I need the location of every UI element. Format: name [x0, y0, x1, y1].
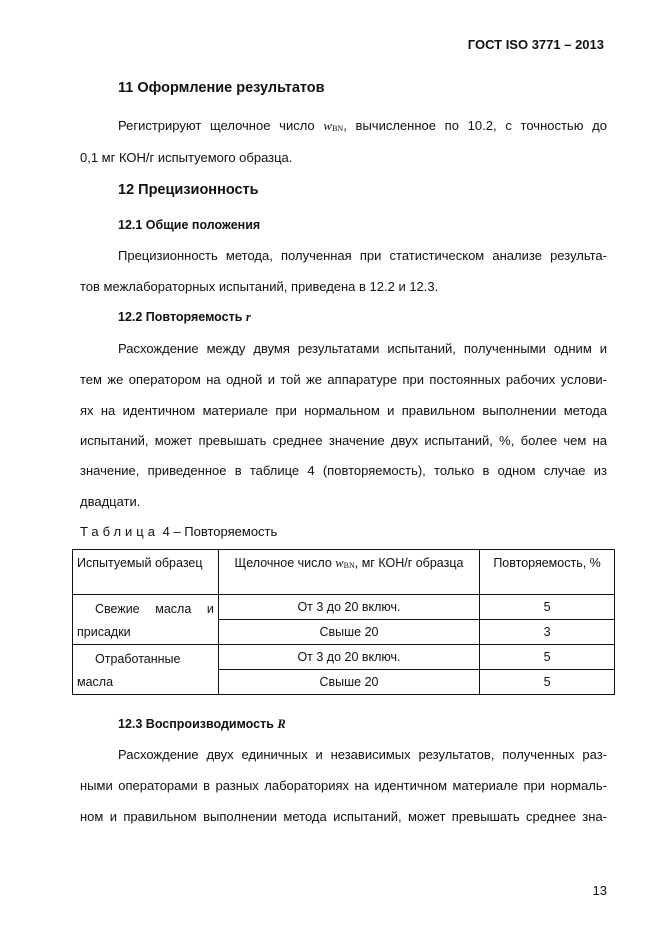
section-11-title: 11 Оформление результатов [118, 80, 325, 96]
table-header-row [73, 550, 615, 595]
s12-2-line-5: значение, приведенное в таблице 4 (повторяемость), только в одном случае из [80, 463, 607, 478]
s12-2-line-3: ях на идентичном материале при нормальном и правильном выполнении метода [80, 403, 607, 418]
repeatability-symbol: r [245, 310, 251, 324]
value-cell: 3 [480, 620, 615, 645]
value-cell: 5 [480, 670, 615, 695]
document-header: ГОСТ ISO 3771 – 2013 [467, 37, 604, 52]
table-caption: Таблица 4 – Повторяемость [80, 524, 278, 539]
section-12-1-title: 12.1 Общие положения [118, 218, 261, 232]
s12-2-line-1: Расхождение между двумя результатами испытаний, полученными одним и [118, 341, 607, 356]
section-12-3-title: 12.3 Воспроизводимость R [118, 717, 286, 731]
range-cell: Свыше 20 [218, 670, 479, 695]
s12-1-line-2: тов межлабораторных испытаний, приведена в 12.2 и 12.3. [80, 279, 439, 294]
table-row [73, 595, 615, 620]
s12-3-line-3: ном и правильном выполнении метода испытаний, может превышать среднее зна- [80, 809, 607, 824]
section-12-title: 12 Прецизионность [118, 182, 259, 198]
s11-line-1 [80, 118, 607, 137]
s12-2-line-4: испытаний, может превышать среднее значение двух испытаний, %, более чем на [80, 433, 607, 448]
header-base-number: Щелочное число wBN, мг КОН/г образца [218, 550, 479, 595]
s12-2-line-2: тем же оператором на одной и той же аппаратуре при постоянных рабочих услови- [80, 372, 607, 387]
reproducibility-symbol: R [277, 717, 286, 731]
s12-3-line-1: Расхождение двух единичных и независимых результатов, полученных раз- [118, 747, 607, 762]
s12-1-line-1: Прецизионность метода, полученная при статистическом анализе результа- [118, 248, 607, 263]
range-cell: От 3 до 20 включ. [218, 645, 479, 670]
group-used-oils: Отработанные масла [73, 645, 219, 695]
value-cell: 5 [480, 645, 615, 670]
value-cell: 5 [480, 595, 615, 620]
s12-2-line-6: двадцати. [80, 494, 141, 509]
range-cell: От 3 до 20 включ. [218, 595, 479, 620]
page-number: 13 [592, 883, 607, 898]
repeatability-table [72, 549, 615, 695]
s11-text-b: , вычисленное по 10.2, с точностью до [343, 118, 607, 133]
range-cell: Свыше 20 [218, 620, 479, 645]
header-repeatability: Повторяемость, % [480, 550, 615, 595]
header-sample: Испытуемый образец [73, 550, 219, 595]
table-row [73, 645, 615, 670]
group-fresh-oils: Свежие масла и присадки [73, 595, 219, 645]
s12-3-line-2: ными операторами в разных лабораториях на идентичном материале при нормаль- [80, 778, 607, 793]
s11-line-2: 0,1 мг КОН/г испытуемого образца. [80, 150, 293, 165]
wbn-symbol: wBN [323, 118, 344, 133]
section-12-2-title: 12.2 Повторяемость r [118, 310, 251, 324]
s11-text-a: Регистрируют щелочное число [118, 118, 315, 133]
